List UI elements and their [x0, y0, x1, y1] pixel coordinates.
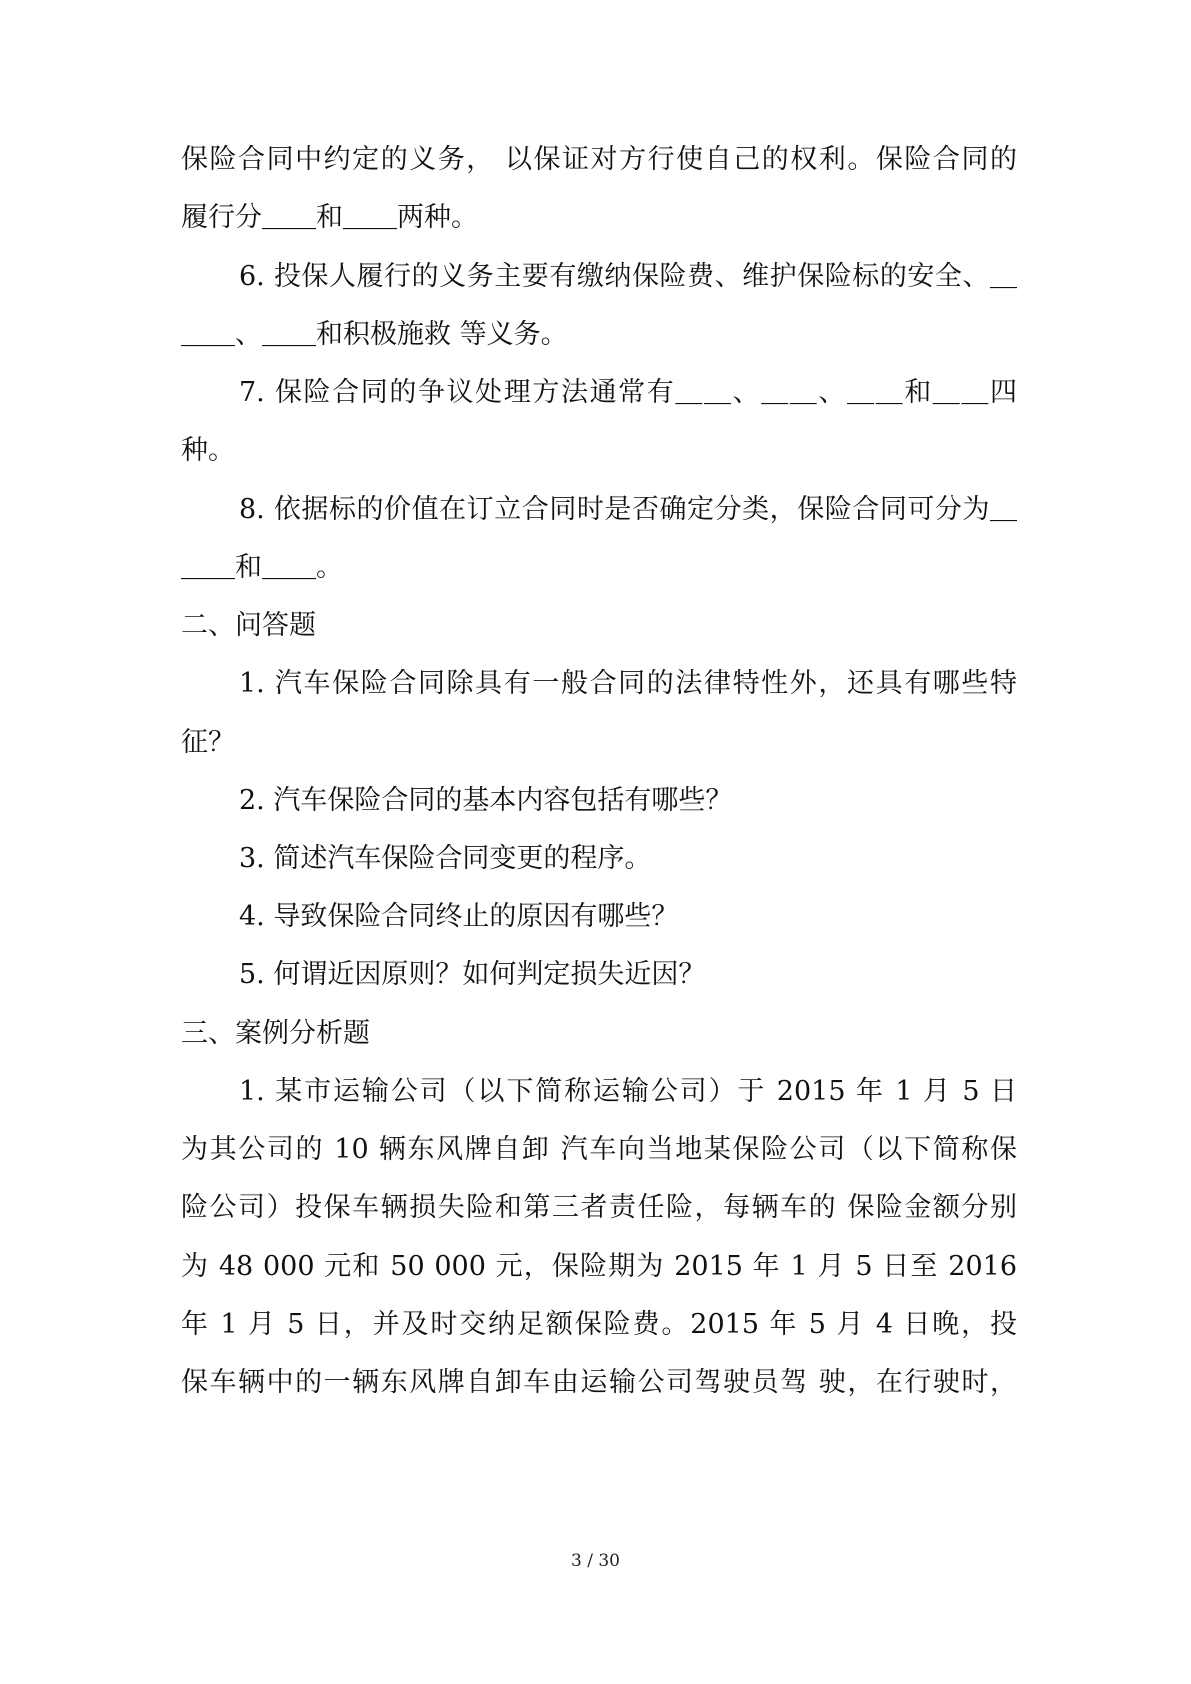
text-line: 2. 汽车保险合同的基本内容包括有哪些？ — [239, 785, 733, 816]
text-line: 为 48 000 元和 50 000 元，保险期为 2015 年 1 月 5 日至 2016 — [181, 1251, 1017, 1282]
text-line: 年 1 月 5 日，并及时交纳足额保险费。2015 年 5 月 4 日晚，投 — [181, 1309, 1017, 1340]
text-line: 种。 — [181, 435, 235, 466]
text-line: 7. 保险合同的争议处理方法通常有＿＿、＿＿、＿＿和＿＿四 — [239, 377, 1017, 408]
section-heading: 二、问答题 — [181, 610, 316, 641]
section-heading: 三、案例分析题 — [181, 1018, 370, 1049]
text-line: 1. 汽车保险合同除具有一般合同的法律特性外，还具有哪些特 — [239, 668, 1017, 699]
text-line: ＿＿、＿＿和积极施救 等义务。 — [181, 319, 568, 350]
page-number: 3 / 30 — [571, 1551, 620, 1571]
text-line: 为其公司的 10 辆东风牌自卸 汽车向当地某保险公司（以下简称保 — [181, 1134, 1017, 1165]
text-line: 险公司）投保车辆损失险和第三者责任险，每辆车的 保险金额分别 — [181, 1192, 1017, 1223]
text-line: ＿＿和＿＿。 — [181, 552, 343, 583]
text-line: 征？ — [181, 727, 235, 758]
text-line: 保车辆中的一辆东风牌自卸车由运输公司驾驶员驾 驶，在行驶时， — [181, 1367, 1017, 1398]
text-line: 履行分＿＿和＿＿两种。 — [181, 202, 478, 233]
text-line: 1. 某市运输公司（以下简称运输公司）于 2015 年 1 月 5 日 — [239, 1076, 1017, 1107]
text-line: 5. 何谓近因原则？如何判定损失近因？ — [239, 959, 706, 990]
text-line: 保险合同中约定的义务， 以保证对方行使自己的权利。保险合同的 — [181, 144, 1017, 175]
text-line: 3. 简述汽车保险合同变更的程序。 — [239, 843, 652, 874]
text-line: 8. 依据标的价值在订立合同时是否确定分类，保险合同可分为＿ — [239, 494, 1017, 525]
text-line: 4. 导致保险合同终止的原因有哪些？ — [239, 901, 679, 932]
text-line: 6. 投保人履行的义务主要有缴纳保险费、维护保险标的安全、＿ — [239, 261, 1017, 292]
